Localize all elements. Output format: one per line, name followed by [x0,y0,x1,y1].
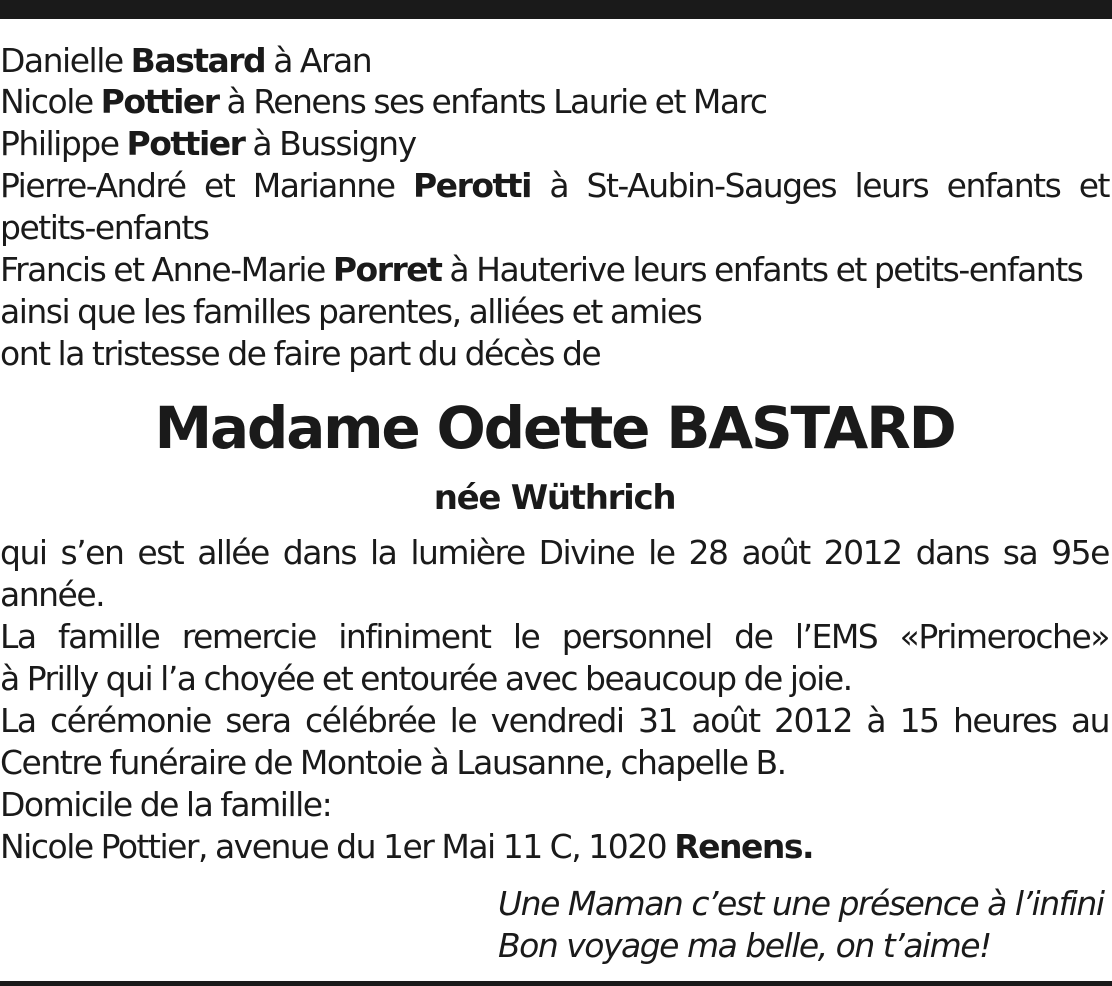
word: le [648,533,675,572]
mourner-place: à Aran [273,41,372,80]
word: au [1070,701,1109,740]
quote-line-2: Bon voyage ma belle, on t’aime! [498,926,991,965]
word: la [370,533,397,572]
mourner-surname: Porret [332,250,442,289]
word: allée [197,533,269,572]
mourner-place: à Hauterive leurs enfants et petits-enfants [449,250,1083,289]
top-rule [0,0,1112,19]
word: La [0,617,36,656]
word: et [204,166,235,205]
word: remercie [181,617,316,656]
bottom-rule [0,981,1112,986]
word: personnel [561,617,712,656]
word: enfants [946,166,1061,205]
word: 2012 [823,533,902,572]
mourner-line-3 [0,123,1109,164]
word: s’en [60,533,124,572]
word: 31 [637,701,677,740]
domicile-label: Domicile de la famille: [0,785,332,824]
word: dans [915,533,989,572]
word: 15 [899,701,939,740]
maiden-name: née Wüthrich [433,478,676,518]
word: cérémonie [50,701,211,740]
body-line-p2b: à Prilly qui l’a choyée et entourée avec beaucoup de joie. [0,659,852,698]
word: Marianne [252,166,395,205]
word: lumière [410,533,525,572]
word: et [1078,166,1109,205]
mourner-first-name: Danielle [0,41,123,80]
word: Pierre-André [0,166,186,205]
word: à [866,701,886,740]
mourner-first-name: Nicole [0,82,93,121]
word: Divine [538,533,635,572]
address-text: Nicole Pottier, avenue du 1er Mai 11 C, 1020 [0,827,667,866]
quote-line-1: Une Maman c’est une présence à l’infini [498,884,1104,923]
mourner-line-2 [0,81,1109,122]
mourner-line-5: petits-enfants [0,208,209,247]
word: 28 [688,533,728,572]
mourner-line-7: ainsi que les familles parentes, alliées et amies [0,292,702,331]
body-line-p3b: Centre funéraire de Montoie à Lausanne, chapelle B. [0,743,786,782]
word: à [549,166,569,205]
word: St-Aubin-Sauges [586,166,837,205]
word: le [449,701,477,740]
word: 2012 [774,701,853,740]
word: 95e [1051,533,1109,572]
mourner-surname: Perotti [413,166,531,205]
mourner-line-6 [0,249,1109,290]
word: dans [282,533,357,572]
mourner-line-1 [0,40,1109,81]
word: heures [952,701,1057,740]
word: vendredi [490,701,624,740]
word: La [0,701,36,740]
mourner-first-name: Francis et Anne-Marie [0,250,325,289]
word: «Primeroche» [899,617,1109,656]
word: de [734,617,773,656]
body-line-p2a [0,616,1109,657]
word: août [741,533,810,572]
mourner-line-8: ont la tristesse de faire part du décès de [0,334,601,373]
word: août [691,701,760,740]
word: l’EMS [794,617,878,656]
mourner-place: à Renens ses enfants Laurie et Marc [226,82,767,121]
body-line-p1a [0,532,1109,573]
word: famille [58,617,160,656]
word: est [137,533,184,572]
domicile-address [0,826,1109,867]
body-line-p1b: année. [0,575,105,614]
deceased-name: Madame Odette BASTARD [154,394,955,462]
mourner-surname: Pottier [100,82,219,121]
word: célébrée [304,701,436,740]
mourner-surname: Pottier [126,124,245,163]
word: leurs [854,166,929,205]
word: sera [225,701,291,740]
mourner-place: à Bussigny [252,124,416,163]
word: le [512,617,540,656]
word: infiniment [338,617,491,656]
body-line-p3a [0,700,1109,741]
address-city: Renens. [674,827,814,866]
word: sa [1002,533,1038,572]
word: qui [0,533,47,572]
mourner-surname: Bastard [130,41,266,80]
mourner-line-4 [0,165,1109,206]
mourner-first-name: Philippe [0,124,119,163]
